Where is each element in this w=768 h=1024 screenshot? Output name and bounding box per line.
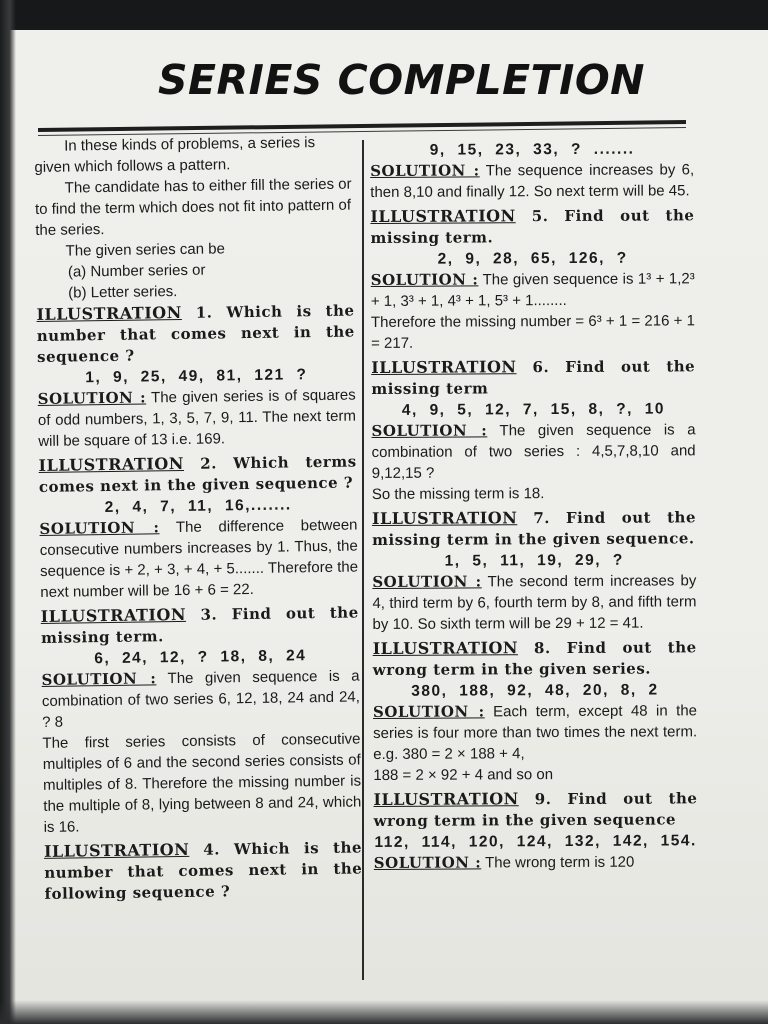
solution-text: The given sequence is a combination of two series : 4,5,7,8,10 and 9,12,15 ? <box>371 421 696 482</box>
solution-2 <box>39 515 358 603</box>
illustration-label: ILLUSTRATION <box>40 604 187 626</box>
solution-1 <box>38 385 357 452</box>
illustration-text: 1. Which is the number that comes next in the sequence ? <box>36 301 355 366</box>
illustration-label: ILLUSTRATION <box>43 839 190 861</box>
illustration-label: ILLUSTRATION <box>36 302 182 324</box>
intro-paragraph: In these kinds of problems, a series is given which follows a pattern. <box>34 134 316 176</box>
sequence-5: 2, 9, 28, 65, 126, ? <box>437 249 628 268</box>
solution-text: The given sequence is 1³ + 1,2³ + 1, 3³ + 1, 4³ + 1, 5³ + 1........ <box>370 270 695 310</box>
solution-text: The second term increases by 4, third term by 6, fourth term by 8, and fifth term by 10. So sixth term will be 29 + 12 = 41. <box>372 572 697 633</box>
solution-text: The given series is of squares of odd numbers, 1, 3, 5, 7, 9, 11. The next term will be square of 13 i.e. 169. <box>37 386 357 450</box>
sequence-6: 4, 9, 5, 12, 7, 15, 8, ?, 10 <box>401 400 666 419</box>
left-column <box>34 132 363 905</box>
solution-7 <box>372 570 696 635</box>
illustration-2 <box>38 451 357 498</box>
option-b: (b) Letter series. <box>68 283 178 302</box>
illustration-label: ILLUSTRATION <box>373 789 519 809</box>
sequence-9: 112, 114, 120, 124, 132, 142, 154. <box>374 832 697 851</box>
illustration-text: 4. Which is the number that comes next in the following sequence ? <box>44 838 363 903</box>
solution-9 <box>374 851 698 874</box>
illustration-6 <box>371 355 695 400</box>
sequence-2: 2, 4, 7, 11, 16,....... <box>104 496 292 517</box>
background-top <box>0 0 768 30</box>
illustration-text: 5. Find out the missing term. <box>370 206 695 247</box>
solution-label: SOLUTION : <box>370 161 480 180</box>
illustration-label: ILLUSTRATION <box>370 206 516 226</box>
illustration-5 <box>370 204 694 249</box>
illustration-9 <box>373 787 697 832</box>
solution-label: SOLUTION : <box>372 702 485 721</box>
illustration-label: ILLUSTRATION <box>371 508 518 528</box>
illustration-label: ILLUSTRATION <box>372 638 519 658</box>
solution-text: Each term, except 48 in the series is four more than two times the next term. e.g. 380 = 2 × 188 + 4, <box>373 702 698 763</box>
illustration-4 <box>44 836 363 904</box>
solution-6-continued: So the missing term is 18. <box>371 485 545 503</box>
solution-text: The difference between consecutive numbers increases by 1. Thus, the sequence is + 2, + 3, + 4, + 5....... Therefore the next number will be 16 + 6 = 22. <box>39 516 359 601</box>
illustration-text: 8. Find out the wrong term in the given series. <box>372 638 697 679</box>
solution-4 <box>370 159 694 203</box>
solution-3 <box>41 666 360 733</box>
solution-text: The sequence increases by 6, then 8,10 and finally 12. So next term will be 45. <box>370 161 695 201</box>
illustration-text: 3. Find out the missing term. <box>40 603 359 647</box>
illustration-text: 2. Which terms comes next in the given sequence ? <box>38 452 357 496</box>
sequence-3: 6, 24, 12, ? 18, 8, 24 <box>94 647 307 668</box>
solution-label: SOLUTION : <box>37 388 147 408</box>
solution-text: The given sequence is a combination of two series 6, 12, 18, 24 and 24, ? 8 <box>41 667 360 731</box>
illustration-text: 9. Find out the wrong term in the given sequence <box>373 789 698 830</box>
illustration-label: ILLUSTRATION <box>38 453 185 475</box>
solution-8 <box>373 700 697 765</box>
illustration-text: 6. Find out the missing term <box>371 357 696 398</box>
illustration-text: 7. Find out the missing term in the given sequence. <box>372 508 697 549</box>
solution-8-continued: 188 = 2 × 92 + 4 and so on <box>373 766 554 784</box>
option-a: (a) Number series or <box>67 261 206 281</box>
solution-label: SOLUTION : <box>371 421 488 440</box>
solution-label: SOLUTION : <box>41 669 157 689</box>
right-column <box>370 138 698 874</box>
sequence-7: 1, 5, 11, 19, 29, ? <box>444 551 624 570</box>
intro-paragraph: The candidate has to either fill the series or to find the term which does not fit into pattern of the series. <box>34 175 352 239</box>
solution-label: SOLUTION : <box>39 518 160 538</box>
page-shadow-bottom <box>0 1000 768 1024</box>
intro-paragraph: The given series can be <box>65 240 225 260</box>
solution-3-continued: The first series consists of consecutive multiples of 6 and the second series consists of multiples of 8. Therefore the missing number is the multiple of 8, lying between 8 and 24, which is 16. <box>42 730 362 836</box>
page-title: SERIES COMPLETION <box>158 56 645 104</box>
illustration-label: ILLUSTRATION <box>371 357 517 377</box>
illustration-1 <box>36 300 355 368</box>
sequence-4: 9, 15, 23, 33, ? ....... <box>429 140 635 159</box>
solution-text: The wrong term is 120 <box>481 853 635 872</box>
solution-5 <box>371 268 695 312</box>
solution-6 <box>371 419 695 484</box>
column-divider <box>362 140 364 980</box>
solution-label: SOLUTION : <box>373 853 482 872</box>
solution-label: SOLUTION : <box>372 572 482 591</box>
sequence-8: 380, 188, 92, 48, 20, 8, 2 <box>411 681 659 700</box>
illustration-8 <box>373 636 697 681</box>
illustration-7 <box>372 506 696 551</box>
sequence-1: 1, 9, 25, 49, 81, 121 ? <box>85 366 308 387</box>
solution-label: SOLUTION : <box>370 270 479 289</box>
illustration-3 <box>41 602 360 649</box>
page-shadow-left <box>0 0 16 1024</box>
solution-5-continued: Therefore the missing number = 6³ + 1 = 216 + 1 = 217. <box>370 312 695 352</box>
